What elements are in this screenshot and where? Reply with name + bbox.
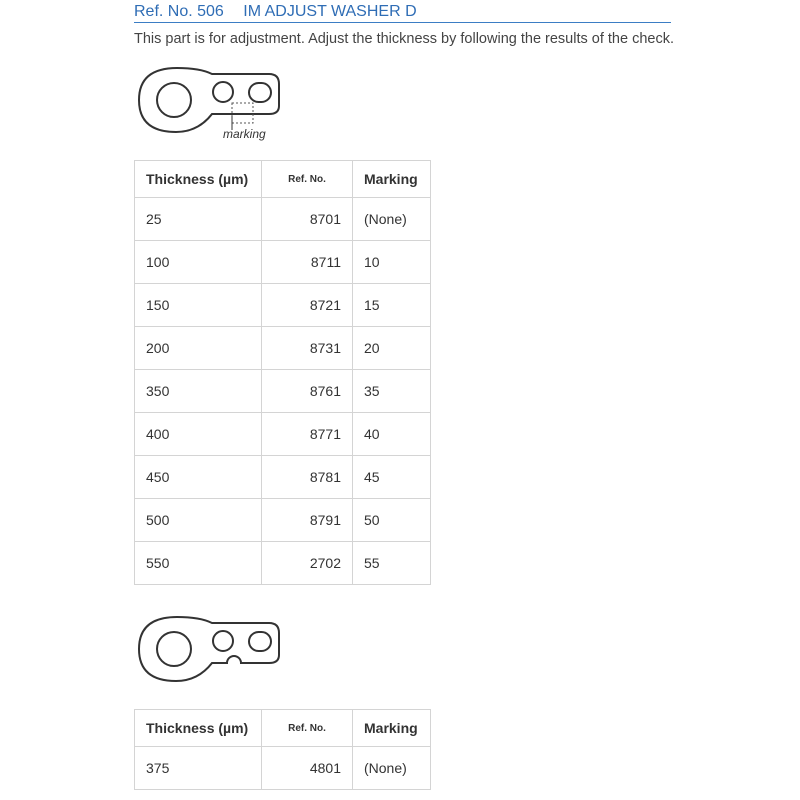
thickness-table-notched — [134, 709, 431, 790]
page-heading — [134, 2, 671, 23]
header-marking: Marking — [353, 710, 431, 747]
cell-marking: 45 — [353, 456, 431, 499]
part-title: IM ADJUST WASHER D — [243, 3, 417, 20]
cell-ref-no: 8701 — [262, 198, 353, 241]
header-ref-no: Ref. No. — [262, 161, 353, 198]
cell-ref-no: 4801 — [262, 747, 353, 790]
header-marking: Marking — [353, 161, 431, 198]
cell-ref-no: 8731 — [262, 327, 353, 370]
table-row — [135, 327, 431, 370]
cell-marking: 40 — [353, 413, 431, 456]
marking-label: marking — [223, 127, 266, 141]
cell-thickness: 550 — [135, 542, 262, 585]
cell-thickness: 375 — [135, 747, 262, 790]
cell-thickness: 450 — [135, 456, 262, 499]
cell-thickness: 500 — [135, 499, 262, 542]
cell-thickness: 100 — [135, 241, 262, 284]
header-thickness: Thickness (µm) — [135, 710, 262, 747]
table-row — [135, 413, 431, 456]
table-row — [135, 241, 431, 284]
cell-marking: 10 — [353, 241, 431, 284]
cell-ref-no: 8791 — [262, 499, 353, 542]
cell-thickness: 25 — [135, 198, 262, 241]
cell-marking: (None) — [353, 747, 431, 790]
table-header-row — [135, 710, 431, 747]
washer-diagram-notched — [136, 615, 286, 685]
description-text: This part is for adjustment. Adjust the thickness by following the results of the check. — [134, 31, 674, 47]
cell-thickness: 350 — [135, 370, 262, 413]
cell-thickness: 400 — [135, 413, 262, 456]
header-thickness: Thickness (µm) — [135, 161, 262, 198]
cell-thickness: 150 — [135, 284, 262, 327]
cell-marking: 15 — [353, 284, 431, 327]
table-row — [135, 456, 431, 499]
ref-number: Ref. No. 506 — [134, 3, 224, 20]
header-ref-no: Ref. No. — [262, 710, 353, 747]
thickness-table — [134, 160, 431, 585]
cell-marking: 35 — [353, 370, 431, 413]
cell-ref-no: 8761 — [262, 370, 353, 413]
table-row — [135, 499, 431, 542]
table-header-row — [135, 161, 431, 198]
cell-marking: 20 — [353, 327, 431, 370]
cell-thickness: 200 — [135, 327, 262, 370]
cell-ref-no: 8771 — [262, 413, 353, 456]
cell-marking: 50 — [353, 499, 431, 542]
cell-ref-no: 2702 — [262, 542, 353, 585]
table-row — [135, 542, 431, 585]
cell-marking: 55 — [353, 542, 431, 585]
table-row — [135, 370, 431, 413]
washer-diagram-marking — [136, 66, 286, 136]
table-row — [135, 198, 431, 241]
cell-marking: (None) — [353, 198, 431, 241]
cell-ref-no: 8781 — [262, 456, 353, 499]
cell-ref-no: 8721 — [262, 284, 353, 327]
table-row — [135, 747, 431, 790]
cell-ref-no: 8711 — [262, 241, 353, 284]
table-row — [135, 284, 431, 327]
